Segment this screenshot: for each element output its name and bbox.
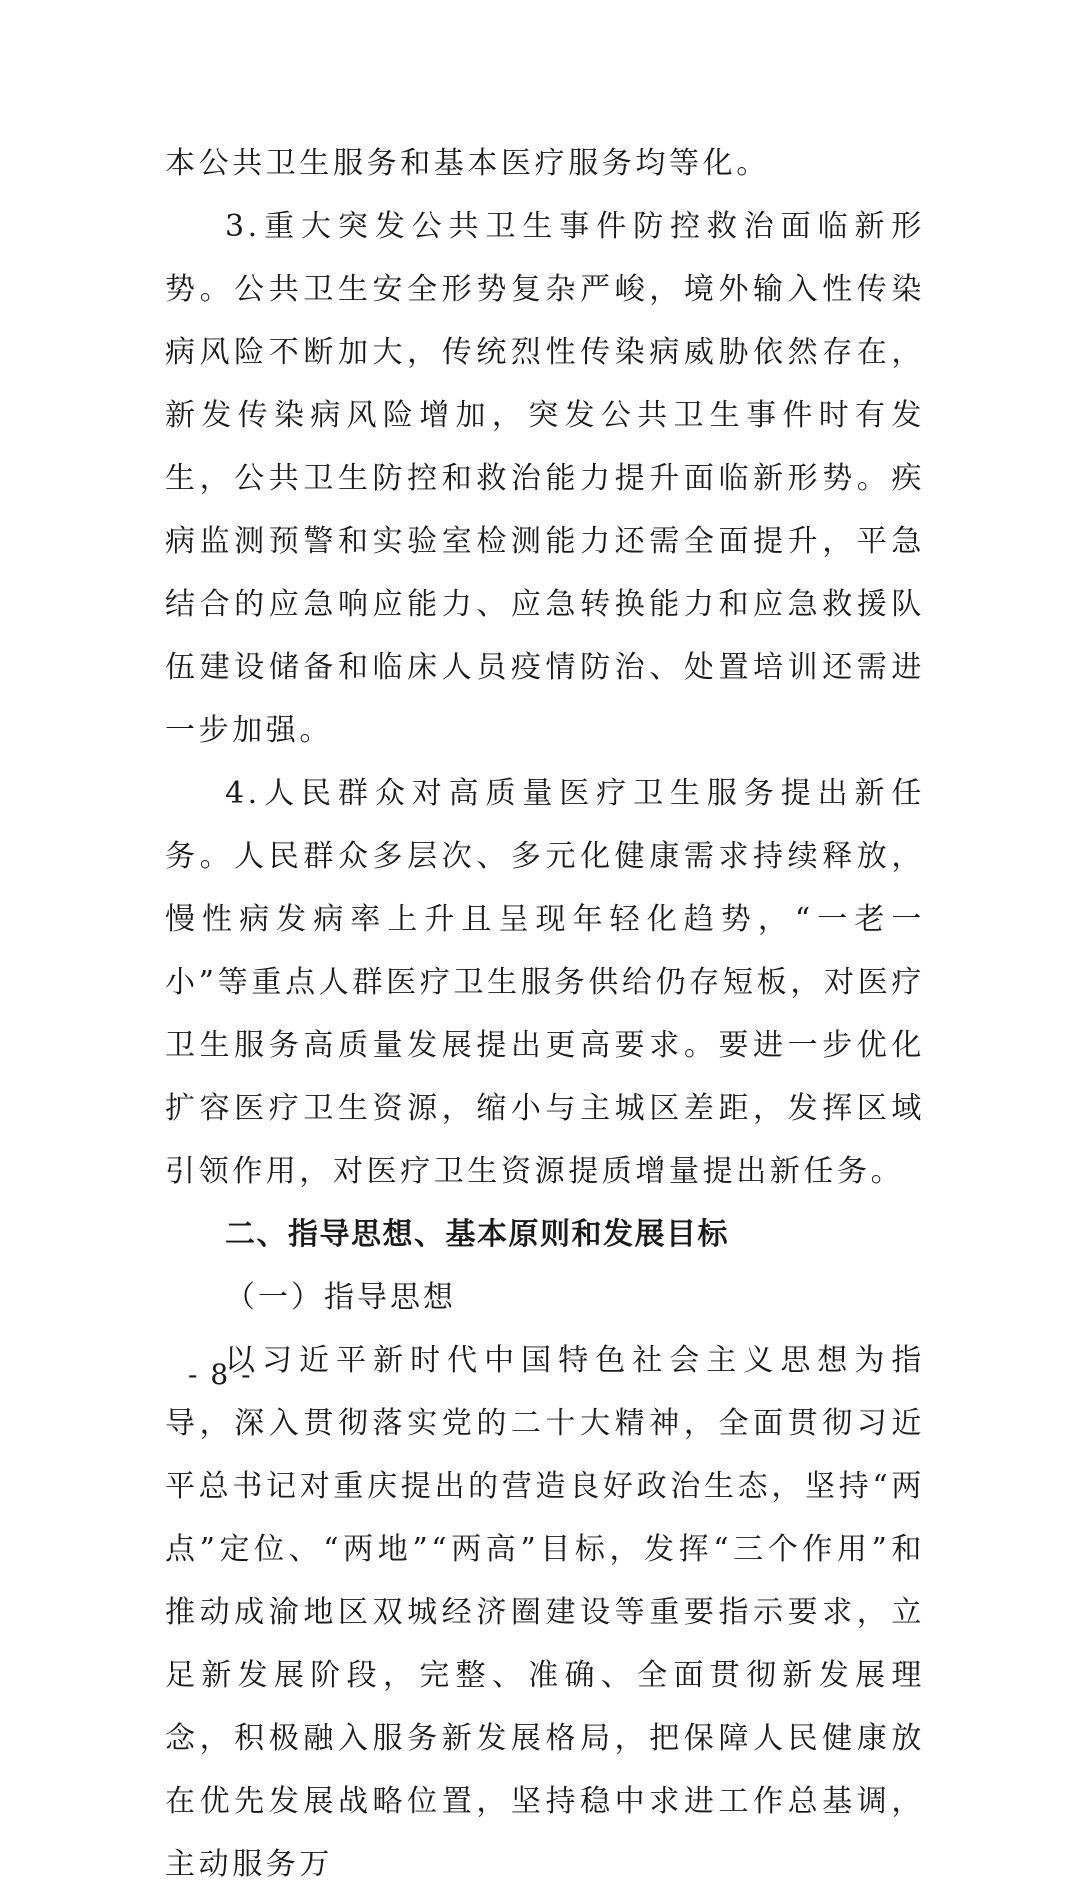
paragraph-public-health-emergencies: 3.重大突发公共卫生事件防控救治面临新形势。公共卫生安全形势复杂严峻，境外输入性传染病风险不断加大，传统烈性传染病威胁依然存在，新发传染病风险增加，突发公共卫生事件时有发生，公共卫生防控和救治能力提升面临新形势。疾病监测预警和实验室检测能力还需全面提升，平急结合的应急响应能力、应急转换能力和应急救援队伍建设储备和临床人员疫情防治、处置培训还需进一步加强。 — [165, 209, 925, 748]
paragraph-continuation: 本公共卫生服务和基本医疗服务均等化。 — [165, 146, 770, 181]
document-body — [165, 132, 925, 1896]
paragraph-high-quality-services: 4.人民群众对高质量医疗卫生服务提出新任务。人民群众多层次、多元化健康需求持续释放，慢性病发病率上升且呈现年轻化趋势，“一老一小”等重点人群医疗卫生服务供给仍存短板，对医疗卫生服务高质量发展提出更高要求。要进一步优化扩容医疗卫生资源，缩小与主城区差距，发挥区域引领作用，对医疗卫生资源提质增量提出新任务。 — [165, 776, 925, 1189]
section-heading: 二、指导思想、基本原则和发展目标 — [225, 1217, 729, 1252]
page-number: - 8 - — [188, 1358, 253, 1391]
subsection-heading: （一）指导思想 — [225, 1280, 456, 1315]
paragraph-guiding-ideology: 以习近平新时代中国特色社会主义思想为指导，深入贯彻落实党的二十大精神，全面贯彻习近平总书记对重庆提出的营造良好政治生态，坚持“两点”定位、“两地”“两高”目标，发挥“三个作用”和推动成渝地区双城经济圈建设等重要指示要求，立足新发展阶段，完整、准确、全面贯彻新发展理念，积极融入服务新发展格局，把保障人民健康放在优先发展战略位置，坚持稳中求进工作总基调，主动服务万 — [165, 1343, 925, 1882]
